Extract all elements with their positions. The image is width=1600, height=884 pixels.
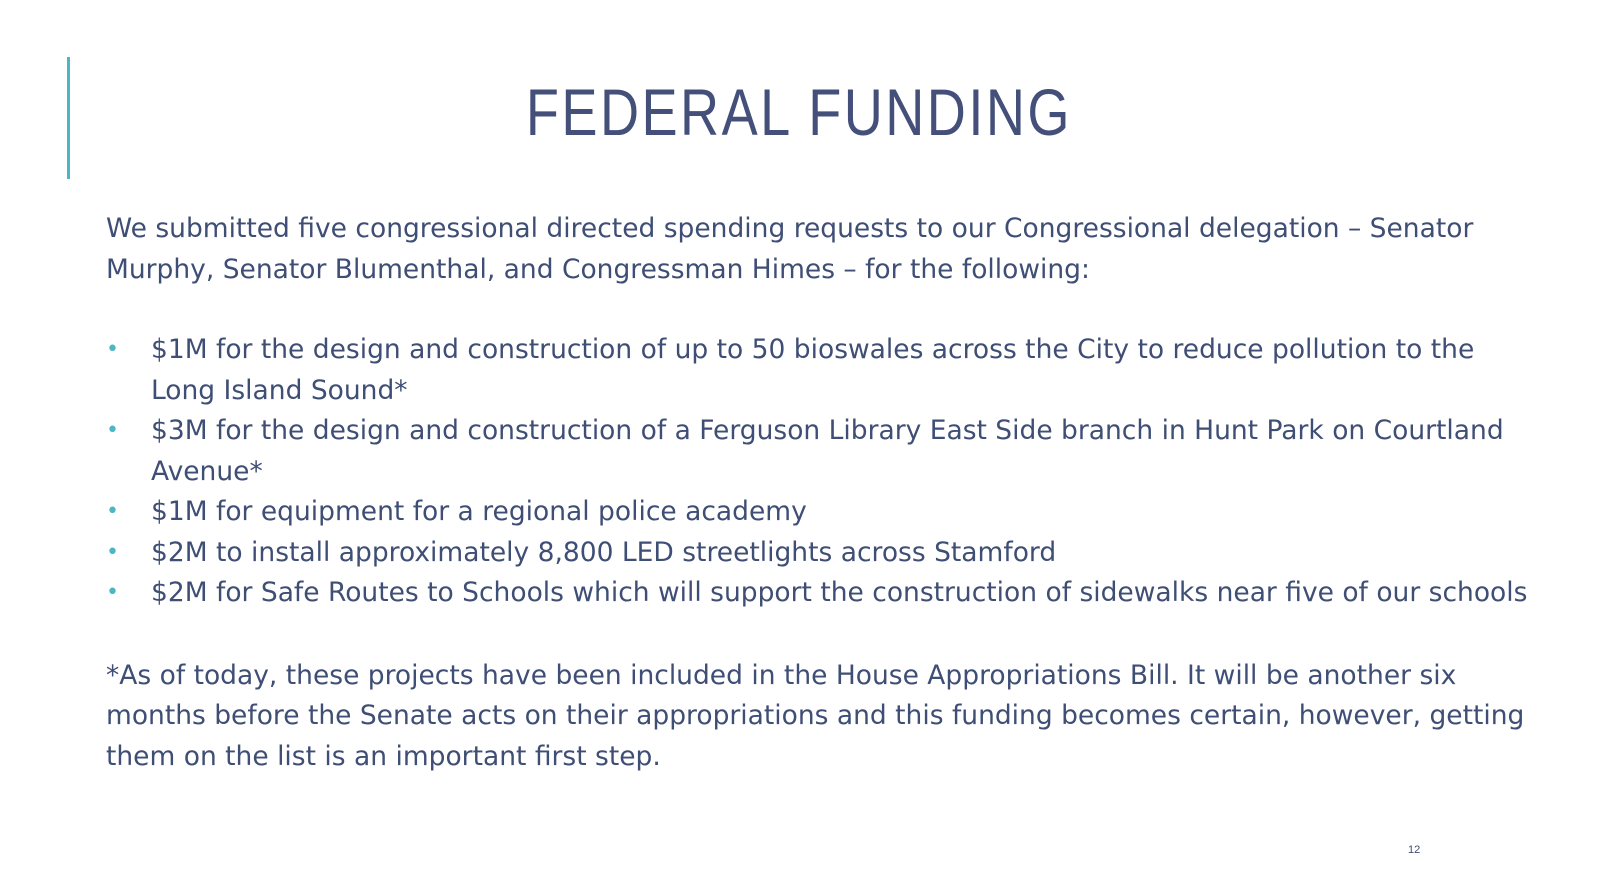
list-item [106, 411, 1546, 492]
list-item [106, 330, 1546, 411]
list-item-text: $1M for equipment for a regional police academy [151, 496, 807, 527]
slide-body [106, 209, 1546, 777]
bullet-dot-icon: • [106, 499, 119, 524]
slide-title: FEDERAL FUNDING [525, 75, 1072, 149]
page-number: 12 [1408, 844, 1421, 856]
footnote-paragraph: *As of today, these projects have been included in the House Appropriations Bill. It will be another six months before the Senate acts on their appropriations and this funding becomes certain, however, getting them on the list is an important first step. [106, 659, 1525, 772]
bullet-dot-icon: • [106, 337, 119, 362]
bullet-dot-icon: • [106, 539, 119, 565]
list-item [106, 533, 1546, 574]
bullet-dot-icon: • [106, 580, 119, 605]
funding-request-list [106, 330, 1546, 614]
list-item [106, 492, 1546, 533]
bullet-dot-icon: • [106, 418, 119, 443]
list-item-text: $1M for the design and construction of up to 50 bioswales across the City to reduce pollution to the Long Island Sound* [151, 334, 1475, 406]
intro-paragraph: We submitted five congressional directed spending requests to our Congressional delegation – Senator Murphy, Senator Blumenthal, and Congressman Himes – for the following: [106, 213, 1474, 285]
list-item-text: $2M for Safe Routes to Schools which will support the construction of sidewalks near five of our schools [151, 577, 1528, 608]
title-accent-bar [67, 57, 70, 179]
list-item [106, 573, 1546, 614]
list-item-text: $2M to install approximately 8,800 LED streetlights across Stamford [151, 536, 1057, 568]
list-item-text: $3M for the design and construction of a Ferguson Library East Side branch in Hunt Park on Courtland Avenue* [151, 415, 1504, 487]
